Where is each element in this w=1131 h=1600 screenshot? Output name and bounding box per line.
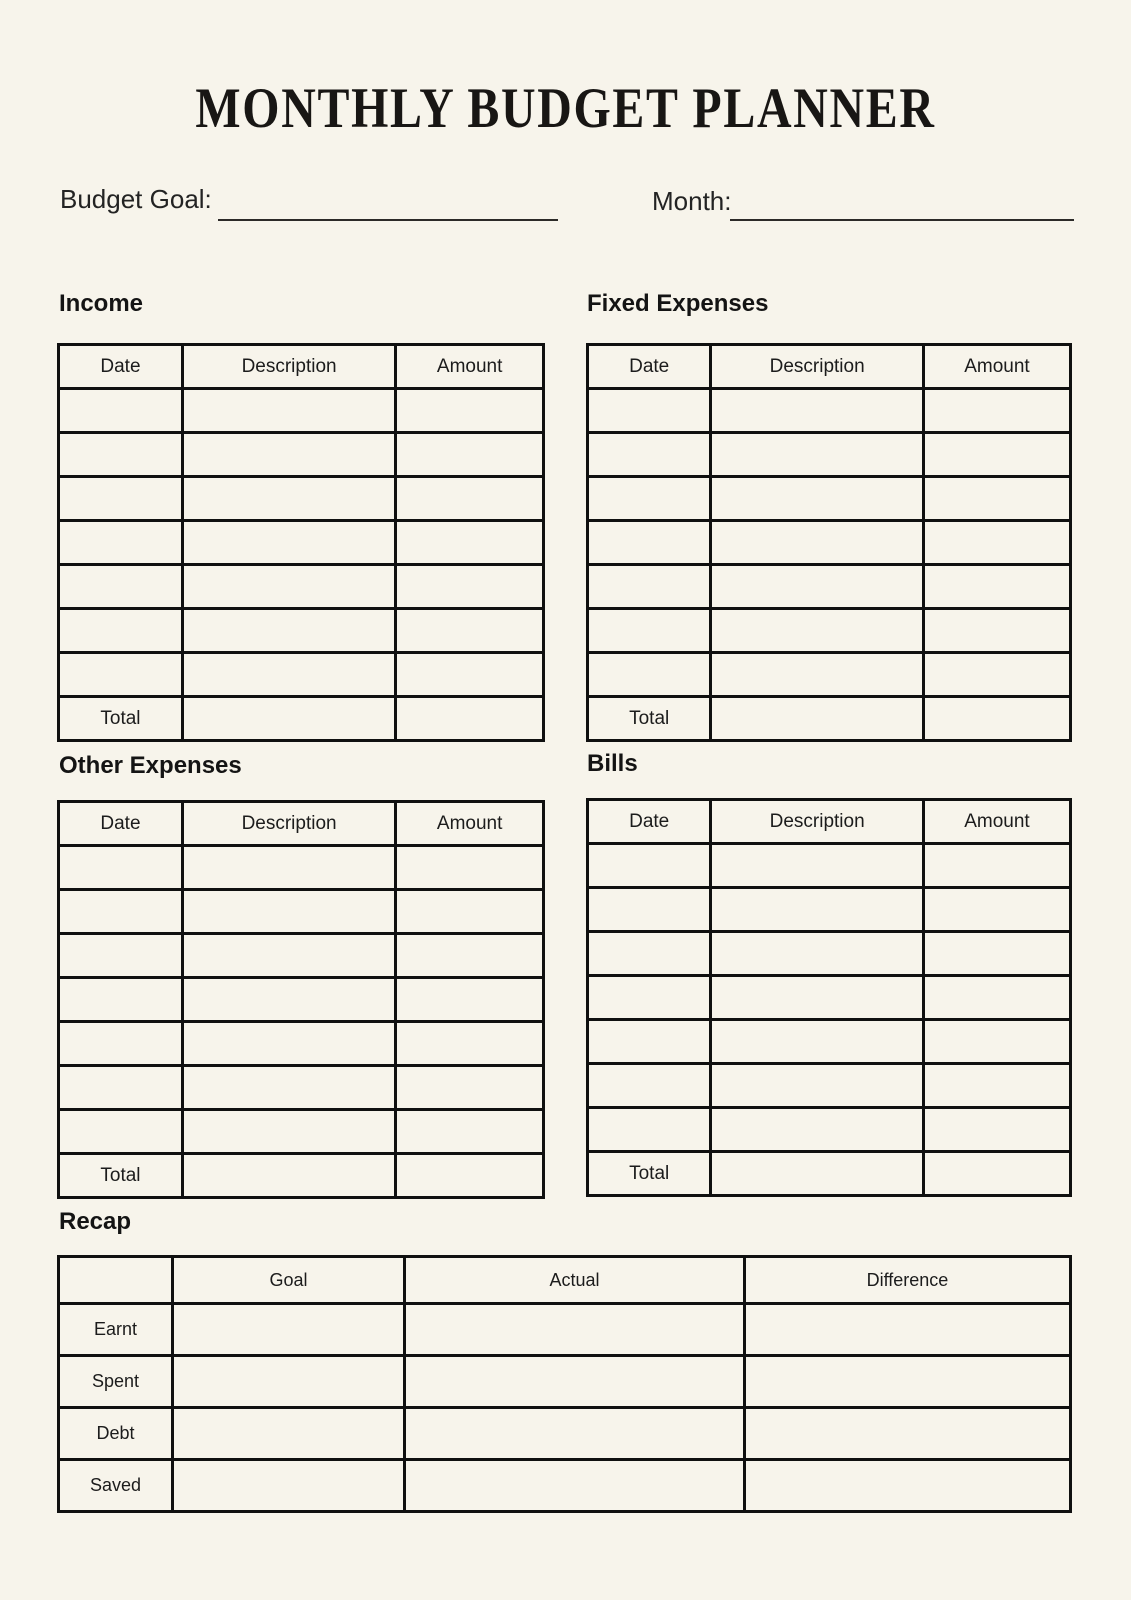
empty-cell	[182, 890, 395, 934]
empty-cell	[172, 1356, 404, 1408]
empty-cell	[182, 609, 395, 653]
empty-cell	[172, 1304, 404, 1356]
empty-cell	[59, 653, 183, 697]
empty-cell	[711, 888, 924, 932]
fixed-expenses-column-header-amount: Amount	[923, 345, 1070, 389]
other-expenses-table	[57, 800, 545, 1199]
empty-cell	[182, 389, 395, 433]
recap-row-spent	[59, 1356, 1071, 1408]
section-heading-recap: Recap	[59, 1208, 132, 1235]
page-title: MONTHLY BUDGET PLANNER	[195, 77, 936, 140]
blank-entry-row	[588, 521, 1071, 565]
empty-cell	[923, 521, 1070, 565]
empty-cell	[711, 844, 924, 888]
empty-cell	[59, 1110, 183, 1154]
empty-cell	[396, 846, 544, 890]
empty-cell	[396, 653, 544, 697]
empty-cell	[711, 389, 924, 433]
empty-cell	[396, 697, 544, 741]
empty-cell	[59, 521, 183, 565]
empty-cell	[404, 1460, 744, 1512]
empty-cell	[923, 1020, 1070, 1064]
empty-cell	[923, 653, 1070, 697]
income-column-header-date: Date	[59, 345, 183, 389]
empty-cell	[923, 888, 1070, 932]
empty-cell	[923, 697, 1070, 741]
empty-cell	[711, 1020, 924, 1064]
empty-cell	[711, 1108, 924, 1152]
income-total-row	[59, 697, 544, 741]
empty-cell	[59, 890, 183, 934]
recap-table	[57, 1255, 1072, 1513]
empty-cell	[59, 934, 183, 978]
empty-cell	[923, 932, 1070, 976]
empty-cell	[182, 697, 395, 741]
blank-entry-row	[588, 609, 1071, 653]
fixed-expenses-column-header-description: Description	[711, 345, 924, 389]
empty-cell	[172, 1460, 404, 1512]
blank-entry-row	[588, 1020, 1071, 1064]
bills-total-label: Total	[588, 1152, 711, 1196]
empty-cell	[404, 1304, 744, 1356]
empty-cell	[59, 978, 183, 1022]
income-column-header-amount: Amount	[396, 345, 544, 389]
empty-cell	[59, 1066, 183, 1110]
empty-cell	[588, 976, 711, 1020]
bills-column-header-date: Date	[588, 800, 711, 844]
blank-entry-row	[588, 976, 1071, 1020]
other-expenses-column-header-description: Description	[182, 802, 395, 846]
bills-total-row	[588, 1152, 1071, 1196]
month-label: Month:	[652, 186, 732, 216]
empty-cell	[588, 1108, 711, 1152]
empty-cell	[182, 934, 395, 978]
empty-cell	[711, 521, 924, 565]
empty-cell	[59, 477, 183, 521]
blank-entry-row	[59, 389, 544, 433]
section-heading-other-expenses: Other Expenses	[59, 752, 242, 779]
empty-cell	[923, 609, 1070, 653]
empty-cell	[923, 1152, 1070, 1196]
income-table	[57, 343, 545, 742]
blank-entry-row	[59, 653, 544, 697]
blank-entry-row	[588, 389, 1071, 433]
empty-cell	[923, 477, 1070, 521]
bills-table	[586, 798, 1072, 1197]
blank-entry-row	[588, 844, 1071, 888]
empty-cell	[744, 1356, 1070, 1408]
empty-cell	[711, 932, 924, 976]
other-expenses-total-row	[59, 1154, 544, 1198]
blank-entry-row	[59, 609, 544, 653]
empty-cell	[588, 1020, 711, 1064]
empty-cell	[182, 978, 395, 1022]
empty-cell	[923, 389, 1070, 433]
recap-row-saved	[59, 1460, 1071, 1512]
empty-cell	[396, 890, 544, 934]
empty-cell	[744, 1460, 1070, 1512]
recap-corner-cell	[59, 1257, 173, 1304]
empty-cell	[711, 1152, 924, 1196]
empty-cell	[396, 477, 544, 521]
blank-entry-row	[59, 1110, 544, 1154]
blank-entry-row	[588, 888, 1071, 932]
empty-cell	[588, 609, 711, 653]
empty-cell	[588, 389, 711, 433]
blank-entry-row	[588, 1064, 1071, 1108]
blank-entry-row	[59, 565, 544, 609]
empty-cell	[923, 565, 1070, 609]
empty-cell	[396, 389, 544, 433]
other-expenses-total-label: Total	[59, 1154, 183, 1198]
blank-entry-row	[59, 433, 544, 477]
empty-cell	[711, 477, 924, 521]
empty-cell	[182, 521, 395, 565]
budget-goal-label: Budget Goal:	[60, 184, 212, 214]
empty-cell	[182, 1022, 395, 1066]
empty-cell	[396, 1110, 544, 1154]
empty-cell	[588, 1064, 711, 1108]
empty-cell	[923, 1108, 1070, 1152]
empty-cell	[404, 1408, 744, 1460]
other-expenses-column-header-date: Date	[59, 802, 183, 846]
empty-cell	[588, 521, 711, 565]
blank-entry-row	[588, 1108, 1071, 1152]
empty-cell	[182, 1066, 395, 1110]
empty-cell	[59, 565, 183, 609]
other-expenses-header-row	[59, 802, 544, 846]
empty-cell	[396, 934, 544, 978]
fixed-expenses-total-row	[588, 697, 1071, 741]
blank-entry-row	[59, 890, 544, 934]
empty-cell	[711, 697, 924, 741]
blank-entry-row	[59, 1022, 544, 1066]
empty-cell	[182, 1110, 395, 1154]
blank-entry-row	[588, 565, 1071, 609]
recap-row-label: Saved	[59, 1460, 173, 1512]
empty-cell	[182, 1154, 395, 1198]
recap-row-label: Spent	[59, 1356, 173, 1408]
empty-cell	[396, 1154, 544, 1198]
empty-cell	[396, 521, 544, 565]
blank-entry-row	[588, 477, 1071, 521]
empty-cell	[588, 844, 711, 888]
empty-cell	[59, 1022, 183, 1066]
empty-cell	[182, 846, 395, 890]
blank-entry-row	[588, 932, 1071, 976]
empty-cell	[711, 433, 924, 477]
bills-column-header-description: Description	[711, 800, 924, 844]
empty-cell	[588, 477, 711, 521]
empty-cell	[172, 1408, 404, 1460]
recap-row-label: Earnt	[59, 1304, 173, 1356]
empty-cell	[923, 1064, 1070, 1108]
empty-cell	[711, 653, 924, 697]
empty-cell	[588, 653, 711, 697]
empty-cell	[396, 1066, 544, 1110]
fixed-expenses-total-label: Total	[588, 697, 711, 741]
empty-cell	[59, 389, 183, 433]
section-heading-fixed-expenses: Fixed Expenses	[587, 290, 769, 317]
empty-cell	[182, 477, 395, 521]
recap-row-debt	[59, 1408, 1071, 1460]
empty-cell	[396, 433, 544, 477]
recap-column-header-goal: Goal	[172, 1257, 404, 1304]
empty-cell	[182, 653, 395, 697]
empty-cell	[59, 433, 183, 477]
empty-cell	[711, 976, 924, 1020]
empty-cell	[396, 978, 544, 1022]
bills-header-row	[588, 800, 1071, 844]
empty-cell	[588, 433, 711, 477]
recap-row-earnt	[59, 1304, 1071, 1356]
income-header-row	[59, 345, 544, 389]
budget-goal-fill-line	[218, 219, 558, 221]
fixed-expenses-table	[586, 343, 1072, 742]
empty-cell	[396, 1022, 544, 1066]
income-total-label: Total	[59, 697, 183, 741]
blank-entry-row	[59, 521, 544, 565]
section-heading-income: Income	[59, 290, 144, 317]
empty-cell	[182, 433, 395, 477]
empty-cell	[923, 433, 1070, 477]
empty-cell	[588, 565, 711, 609]
empty-cell	[711, 1064, 924, 1108]
empty-cell	[711, 565, 924, 609]
fixed-expenses-column-header-date: Date	[588, 345, 711, 389]
recap-row-label: Debt	[59, 1408, 173, 1460]
blank-entry-row	[59, 1066, 544, 1110]
blank-entry-row	[59, 978, 544, 1022]
empty-cell	[744, 1408, 1070, 1460]
empty-cell	[182, 565, 395, 609]
fixed-expenses-header-row	[588, 345, 1071, 389]
month-fill-line	[730, 219, 1074, 221]
empty-cell	[711, 609, 924, 653]
blank-entry-row	[588, 433, 1071, 477]
empty-cell	[404, 1356, 744, 1408]
blank-entry-row	[59, 846, 544, 890]
empty-cell	[588, 888, 711, 932]
income-column-header-description: Description	[182, 345, 395, 389]
section-heading-bills: Bills	[587, 750, 638, 777]
empty-cell	[923, 976, 1070, 1020]
blank-entry-row	[59, 934, 544, 978]
recap-column-header-actual: Actual	[404, 1257, 744, 1304]
bills-column-header-amount: Amount	[923, 800, 1070, 844]
empty-cell	[396, 609, 544, 653]
recap-column-header-difference: Difference	[744, 1257, 1070, 1304]
blank-entry-row	[59, 477, 544, 521]
empty-cell	[396, 565, 544, 609]
empty-cell	[923, 844, 1070, 888]
other-expenses-column-header-amount: Amount	[396, 802, 544, 846]
empty-cell	[59, 609, 183, 653]
blank-entry-row	[588, 653, 1071, 697]
empty-cell	[588, 932, 711, 976]
empty-cell	[59, 846, 183, 890]
recap-header-row	[59, 1257, 1071, 1304]
empty-cell	[744, 1304, 1070, 1356]
